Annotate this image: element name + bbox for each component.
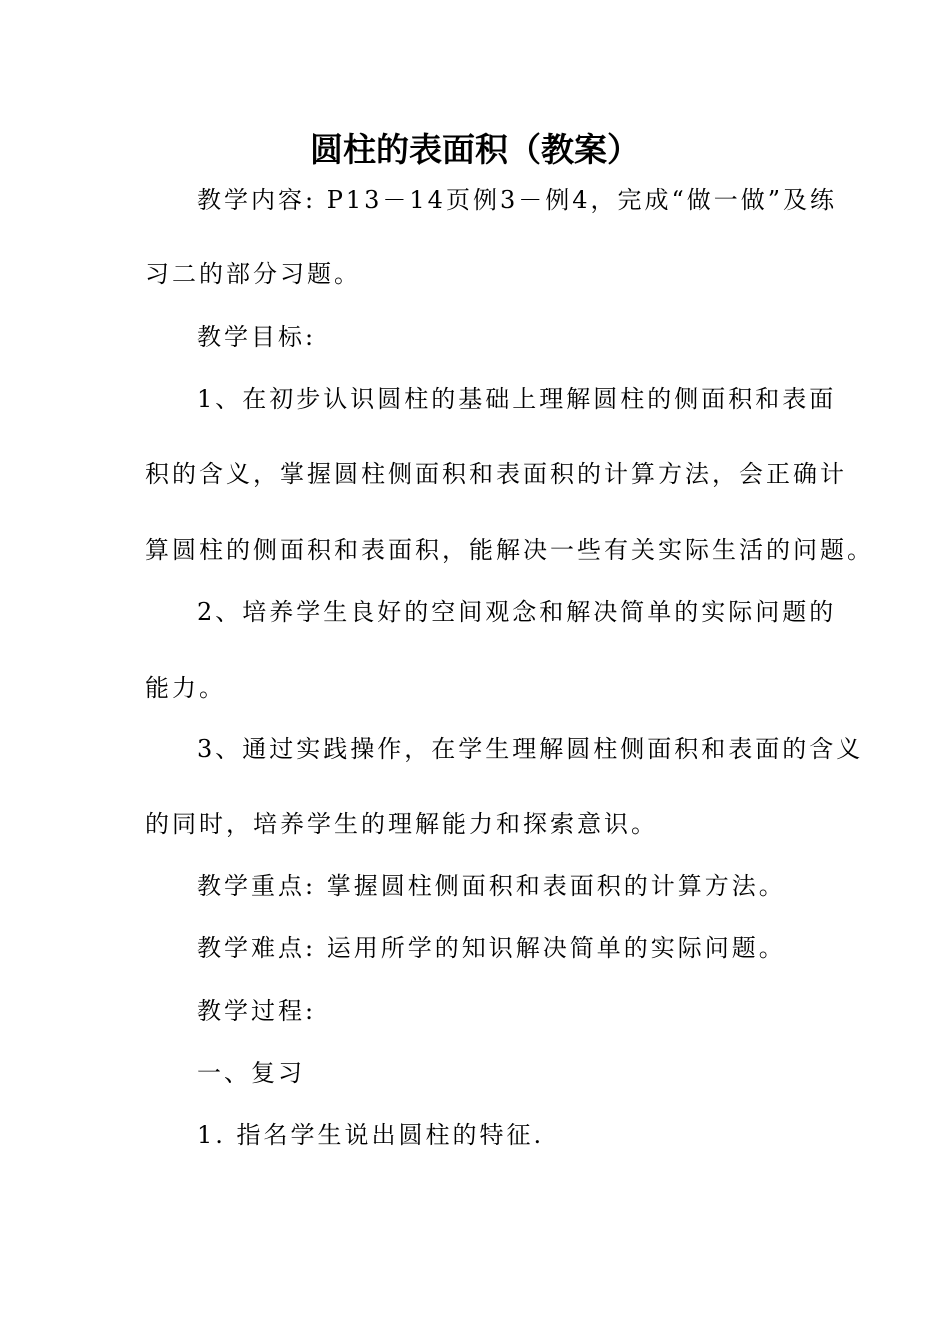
document-title: 圆柱的表面积（教案）	[310, 130, 640, 169]
heading-teaching-goals: 教学目标:	[197, 323, 317, 351]
paragraph-line-teaching-content-cont: 习二的部分习题。	[145, 260, 361, 288]
section-review-heading: 一、复习	[197, 1059, 305, 1087]
goal-2-line-2: 能力。	[145, 674, 226, 702]
goal-3-line-2: 的同时，培养学生的理解能力和探索意识。	[145, 810, 658, 838]
review-item-1: 1. 指名学生说出圆柱的特征.	[197, 1121, 545, 1149]
goal-1-line-1: 1、在初步认识圆柱的基础上理解圆柱的侧面积和表面	[197, 385, 837, 413]
goal-3-line-1: 3、通过实践操作，在学生理解圆柱侧面积和表面的含义	[197, 735, 864, 763]
teaching-difficulty: 教学难点: 运用所学的知识解决简单的实际问题。	[197, 934, 786, 962]
heading-teaching-process: 教学过程:	[197, 997, 317, 1025]
goal-1-line-2: 积的含义，掌握圆柱侧面积和表面积的计算方法，会正确计	[145, 460, 847, 488]
paragraph-line-teaching-content: 教学内容: P13－14页例3－例4，完成“做一做”及练	[197, 186, 838, 214]
goal-2-line-1: 2、培养学生良好的空间观念和解决简单的实际问题的	[197, 598, 837, 626]
teaching-key-point: 教学重点: 掌握圆柱侧面积和表面积的计算方法。	[197, 872, 786, 900]
goal-1-line-3: 算圆柱的侧面积和表面积，能解决一些有关实际生活的问题。	[145, 536, 874, 564]
